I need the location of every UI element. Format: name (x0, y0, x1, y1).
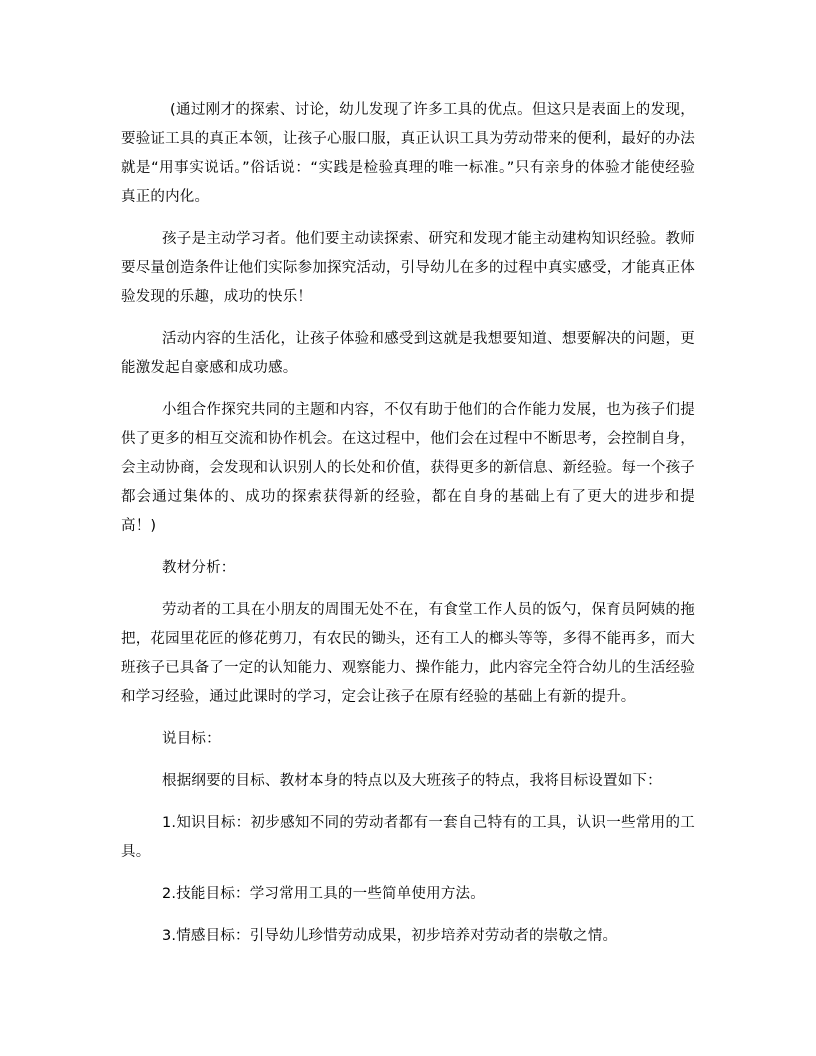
paragraph-active-learner: 孩子是主动学习者。他们要主动读探索、研究和发现才能主动建构知识经验。教师要尽量创造条件让他们实际参加探究活动，引导幼儿在多的过程中真实感受，才能真正体验发现的乐趣，成功的快乐！ (121, 231, 695, 305)
heading-goals: 说目标： (162, 731, 221, 747)
goal-emotion: 3.情感目标：引导幼儿珍惜劳动成果，初步培养对劳动者的崇敬之情。 (162, 928, 618, 944)
document-body (121, 96, 695, 964)
goal-skill: 2.技能目标：学习常用工具的一些简单使用方法。 (162, 886, 485, 902)
paragraph-material-analysis: 劳动者的工具在小朋友的周围无处不在，有食堂工作人员的饭勺，保育员阿姨的拖把，花园里花匠的修花剪刀，有农民的锄头，还有工人的榔头等等，多得不能再多，而大班孩子已具备了一定的认知能力、观察能力、操作能力，此内容完全符合幼儿的生活经验和学习经验，通过此课时的学习，定会让孩子在原有经验的基础上有新的提升。 (121, 602, 695, 705)
paragraph-group-cooperation: 小组合作探究共同的主题和内容，不仅有助于他们的合作能力发展，也为孩子们提供了更多的相互交流和协作机会。在这过程中，他们会在过程中不断思考，会控制自身，会主动协商，会发现和认识别人的长处和价值，获得更多的新信息、新经验。每一个孩子都会通过集体的、成功的探索获得新的经验，都在自身的基础上有了更大的进步和提高！) (121, 402, 695, 534)
heading-material-analysis: 教材分析： (162, 560, 236, 576)
goal-knowledge: 1.知识目标：初步感知不同的劳动者都有一套自己特有的工具，认识一些常用的工具。 (121, 815, 695, 860)
paragraph-goals-intro: 根据纲要的目标、教材本身的特点以及大班孩子的特点，我将目标设置如下： (162, 773, 662, 789)
paragraph-life-content: 活动内容的生活化，让孩子体验和感受到这就是我想要知道、想要解决的问题，更能激发起自豪感和成功感。 (121, 331, 695, 376)
paragraph-exploration-summary: (通过刚才的探索、讨论，幼儿发现了许多工具的优点。但这只是表面上的发现，要验证工具的真正本领，让孩子心服口服，真正认识工具为劳动带来的便利，最好的办法就是“用事实说话。”俗话说：“实践是检验真理的唯一标准。”只有亲身的体验才能使经验真正的内化。 (121, 102, 695, 205)
